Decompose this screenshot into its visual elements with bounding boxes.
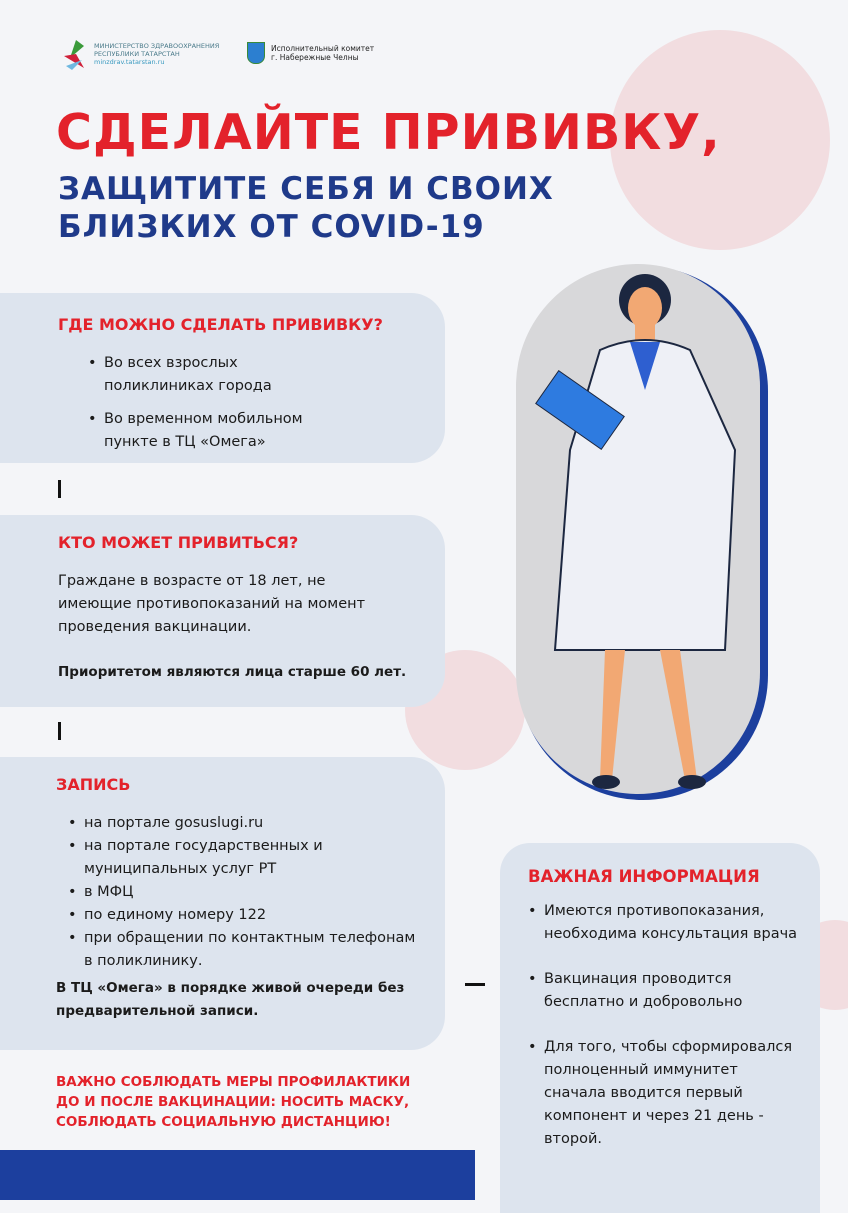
who-section (0, 515, 445, 707)
ministry-logo (62, 38, 219, 70)
committee-name: Исполнительный комитет (271, 44, 375, 53)
section-heading: ЗАПИСЬ (56, 775, 131, 794)
list-item: • Во временном мобильном пункте в ТЦ «Омега» (88, 408, 328, 454)
committee-city: г. Набережные Челны (271, 53, 359, 62)
committee-logo (247, 42, 374, 64)
signup-note: В ТЦ «Омега» в порядке живой очереди без предварительной записи. (56, 980, 405, 1019)
section-heading: ВАЖНАЯ ИНФОРМАЦИЯ (528, 867, 760, 886)
page-subtitle (58, 170, 554, 246)
list-item: • Имеются противопоказания, необходима консультация врача (528, 900, 798, 946)
where-section (0, 293, 445, 463)
ministry-region: РЕСПУБЛИКИ ТАТАРСТАН (94, 50, 180, 58)
subtitle-line: БЛИЗКИХ ОТ COVID-19 (58, 209, 485, 245)
important-section (500, 843, 820, 1213)
section-heading: КТО МОЖЕТ ПРИВИТЬСЯ? (58, 533, 299, 552)
footer-bar (0, 1150, 475, 1200)
divider (58, 480, 61, 498)
priority-text: Приоритетом являются лица старше 60 лет. (58, 664, 407, 680)
divider (58, 722, 61, 740)
list-item: • Во всех взрослых поликлиниках города (88, 352, 328, 398)
ministry-name: МИНИСТЕРСТВО ЗДРАВООХРАНЕНИЯ (94, 42, 220, 50)
list-item: • при обращении по контактным телефонам в поликлинику. (68, 927, 428, 973)
list-item: • на портале государственных и муниципальных услуг РТ (68, 835, 428, 881)
list-item: • в МФЦ (68, 881, 428, 904)
page-title: СДЕЛАЙТЕ ПРИВИВКУ, (56, 104, 721, 161)
doctor-illustration (510, 260, 780, 810)
section-heading: ГДЕ МОЖНО СДЕЛАТЬ ПРИВИВКУ? (58, 315, 383, 334)
ministry-site[interactable]: minzdrav.tatarstan.ru (94, 58, 165, 66)
list-item: • на портале gosuslugi.ru (68, 812, 428, 835)
list-item: • Вакцинация проводится бесплатно и добровольно (528, 968, 798, 1014)
list-item: • Для того, чтобы сформировался полноценный иммунитет сначала вводится первый компонент и через 21 день - второй. (528, 1036, 798, 1151)
subtitle-line: ЗАЩИТИТЕ СЕБЯ И СВОИХ (58, 171, 554, 207)
eligibility-text: Граждане в возрасте от 18 лет, не имеющие противопоказаний на момент проведения вакцинации. (58, 573, 366, 635)
list-item: • по единому номеру 122 (68, 904, 428, 927)
divider (465, 983, 485, 986)
ministry-emblem-icon (62, 38, 88, 70)
signup-section (0, 757, 445, 1050)
warning-text: ВАЖНО СОБЛЮДАТЬ МЕРЫ ПРОФИЛАКТИКИ ДО И ПОСЛЕ ВАКЦИНАЦИИ: НОСИТЬ МАСКУ, СОБЛЮДАТЬ СОЦИАЛЬНУЮ ДИСТАНЦИЮ! (56, 1074, 411, 1130)
city-coat-of-arms-icon (247, 42, 265, 64)
